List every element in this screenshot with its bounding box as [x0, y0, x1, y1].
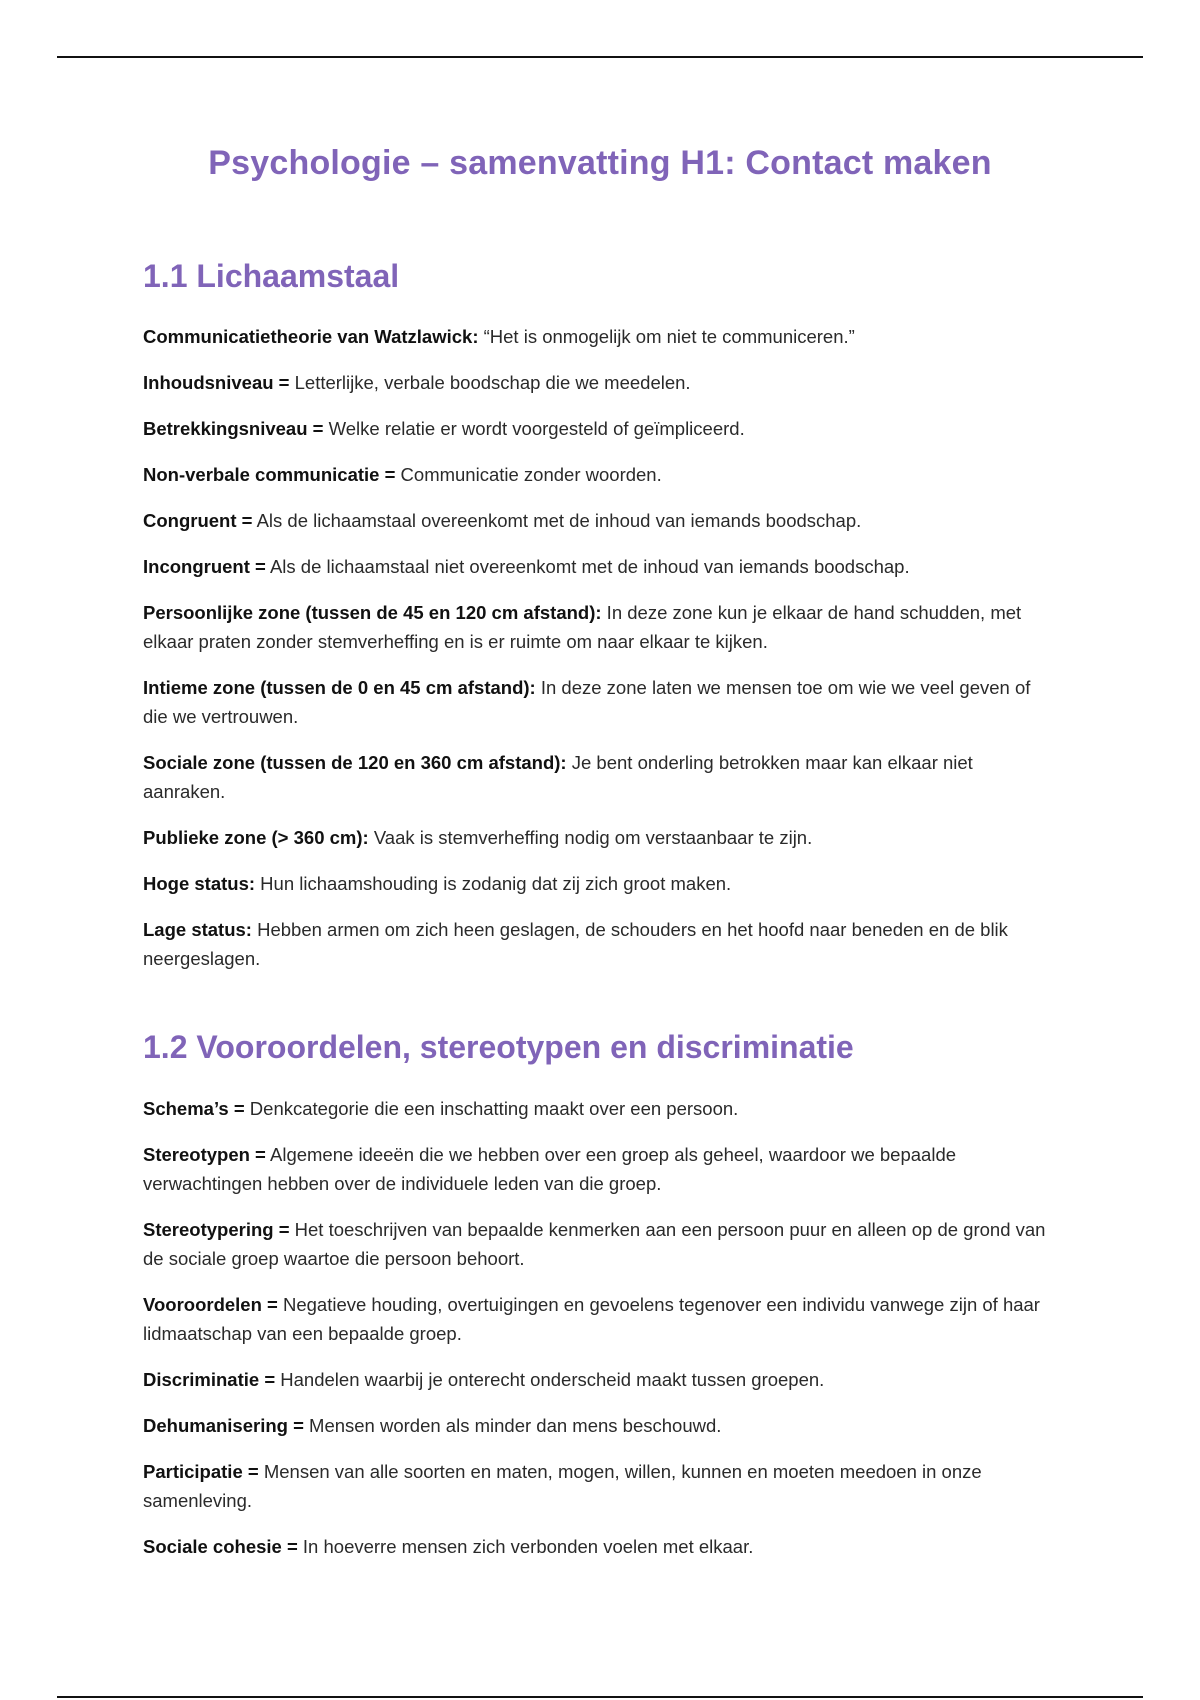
- definition-text: “Het is onmogelijk om niet te communiceren.”: [478, 326, 855, 347]
- definition-term: Discriminatie =: [143, 1369, 276, 1390]
- definition-text: In deze zone laten we mensen toe om wie we veel geven of die we vertrouwen.: [143, 677, 1031, 727]
- definition-entry: [143, 1094, 1048, 1123]
- definition-term: Sociale zone (tussen de 120 en 360 cm afstand):: [143, 752, 567, 773]
- definition-term: Incongruent =: [143, 556, 266, 577]
- section-heading-lichaamstaal: 1.1 Lichaamstaal: [143, 258, 400, 294]
- definition-entry: [143, 1365, 1048, 1394]
- definition-text: Mensen van alle soorten en maten, mogen, willen, kunnen en moeten meedoen in onze samenleving.: [143, 1461, 982, 1511]
- definition-term: Participatie =: [143, 1461, 259, 1482]
- definition-term: Betrekkingsniveau =: [143, 418, 324, 439]
- definition-text: Als de lichaamstaal overeenkomt met de inhoud van iemands boodschap.: [252, 510, 862, 531]
- definition-text: Als de lichaamstaal niet overeenkomt met de inhoud van iemands boodschap.: [265, 556, 910, 577]
- definition-entry: [143, 1140, 1048, 1198]
- bottom-rule: [57, 1696, 1143, 1698]
- definition-text: Mensen worden als minder dan mens beschouwd.: [303, 1415, 722, 1436]
- definition-term: Communicatietheorie van Watzlawick:: [143, 326, 479, 347]
- definition-term: Stereotypen =: [143, 1144, 266, 1165]
- definition-text: Handelen waarbij je onterecht onderscheid maakt tussen groepen.: [275, 1369, 825, 1390]
- definition-text: Je bent onderling betrokken maar kan elkaar niet aanraken.: [143, 752, 973, 802]
- definition-term: Sociale cohesie =: [143, 1536, 298, 1557]
- definition-entry: [143, 748, 1048, 806]
- definition-text: Welke relatie er wordt voorgesteld of geïmpliceerd.: [323, 418, 745, 439]
- definition-entry: [143, 915, 1048, 973]
- definition-text: Vaak is stemverheffing nodig om verstaanbaar te zijn.: [368, 827, 813, 848]
- definition-text: Hebben armen om zich heen geslagen, de schouders en het hoofd naar beneden en de blik neergeslagen.: [143, 919, 1008, 969]
- definition-term: Vooroordelen =: [143, 1294, 278, 1315]
- definition-entry: [143, 823, 1048, 852]
- definition-term: Inhoudsniveau =: [143, 372, 290, 393]
- definition-text: In hoeverre mensen zich verbonden voelen met elkaar.: [297, 1536, 754, 1557]
- definition-text: Het toeschrijven van bepaalde kenmerken aan een persoon puur en alleen op de grond van de sociale groep waartoe die persoon behoort.: [143, 1219, 1046, 1269]
- definition-list-vooroordelen: [143, 1094, 1048, 1578]
- definition-entry: [143, 322, 1048, 351]
- definition-entry: [143, 1532, 1048, 1561]
- definition-text: In deze zone kun je elkaar de hand schudden, met elkaar praten zonder stemverheffing en is er ruimte om naar elkaar te kijken.: [143, 602, 1022, 652]
- definition-entry: [143, 506, 1048, 535]
- definition-entry: [143, 1215, 1048, 1273]
- definition-text: Communicatie zonder woorden.: [395, 464, 662, 485]
- document-title: Psychologie – samenvatting H1: Contact maken: [208, 144, 992, 182]
- definition-term: Congruent =: [143, 510, 253, 531]
- section-heading-vooroordelen: 1.2 Vooroordelen, stereotypen en discriminatie: [143, 1029, 854, 1065]
- definition-list-lichaamstaal: [143, 322, 1048, 990]
- definition-text: Denkcategorie die een inschatting maakt over een persoon.: [244, 1098, 739, 1119]
- definition-term: Dehumanisering =: [143, 1415, 304, 1436]
- definition-text: Negatieve houding, overtuigingen en gevoelens tegenover een individu vanwege zijn of haar lidmaatschap van een bepaalde groep.: [143, 1294, 1040, 1344]
- definition-entry: [143, 368, 1048, 397]
- definition-entry: [143, 598, 1048, 656]
- definition-text: Algemene ideeën die we hebben over een groep als geheel, waardoor we bepaalde verwachtingen hebben over de individuele leden van die groep.: [143, 1144, 957, 1194]
- definition-term: Schema’s =: [143, 1098, 245, 1119]
- definition-entry: [143, 673, 1048, 731]
- definition-entry: [143, 1457, 1048, 1515]
- definition-term: Non-verbale communicatie =: [143, 464, 396, 485]
- definition-term: Hoge status:: [143, 873, 256, 894]
- definition-entry: [143, 869, 1048, 898]
- definition-text: Hun lichaamshouding is zodanig dat zij zich groot maken.: [255, 873, 732, 894]
- definition-entry: [143, 1411, 1048, 1440]
- definition-entry: [143, 1290, 1048, 1348]
- definition-entry: [143, 460, 1048, 489]
- definition-term: Publieke zone (> 360 cm):: [143, 827, 369, 848]
- definition-term: Lage status:: [143, 919, 252, 940]
- definition-text: Letterlijke, verbale boodschap die we meedelen.: [289, 372, 691, 393]
- definition-entry: [143, 552, 1048, 581]
- definition-term: Persoonlijke zone (tussen de 45 en 120 cm afstand):: [143, 602, 602, 623]
- definition-entry: [143, 414, 1048, 443]
- definition-term: Stereotypering =: [143, 1219, 290, 1240]
- definition-term: Intieme zone (tussen de 0 en 45 cm afstand):: [143, 677, 536, 698]
- top-rule: [57, 56, 1143, 58]
